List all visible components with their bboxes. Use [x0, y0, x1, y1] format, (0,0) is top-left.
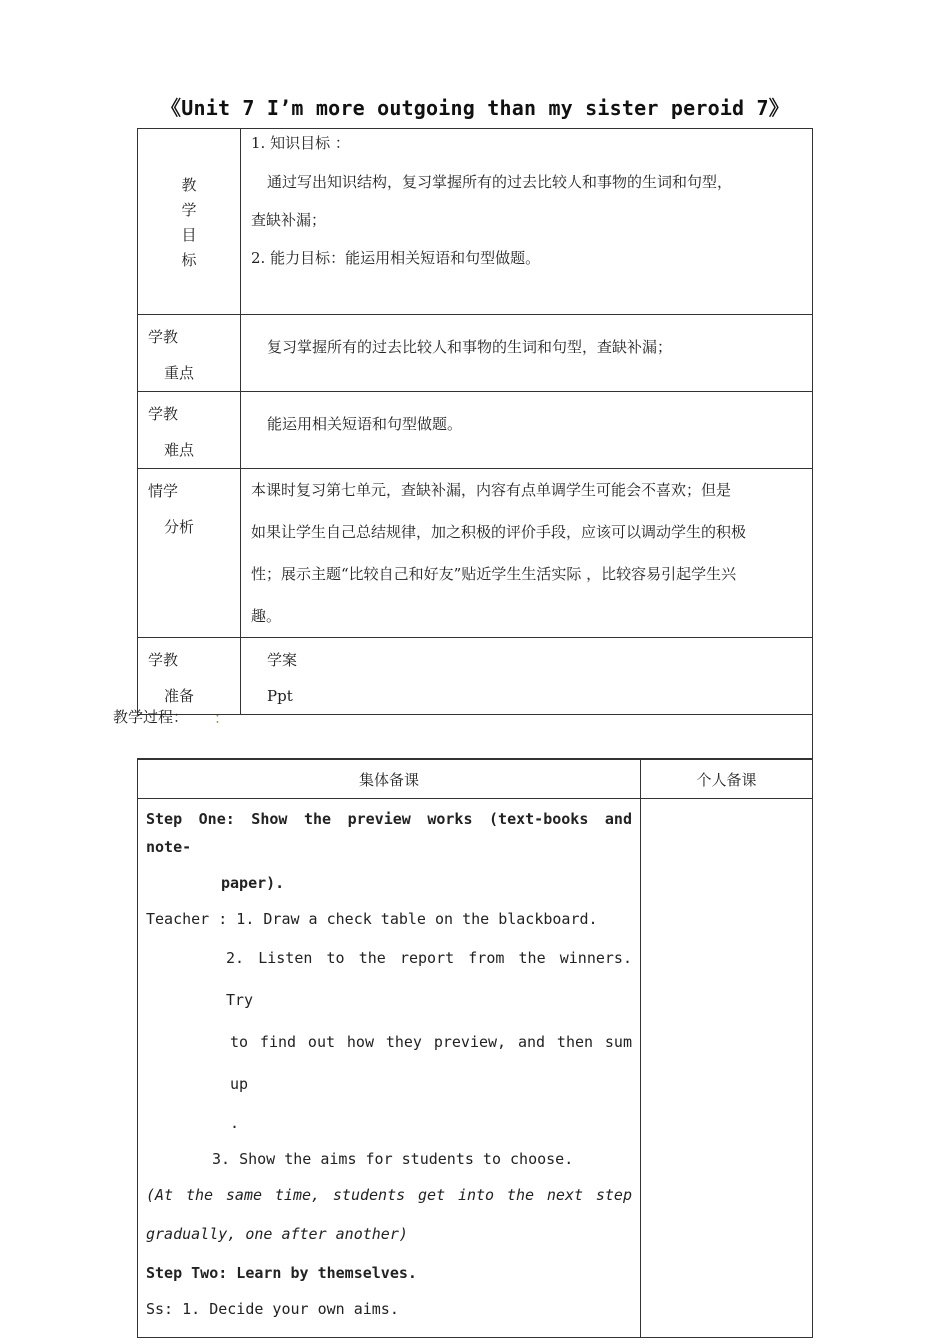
personal-content — [641, 799, 813, 1338]
note-line: (At the same time, students get into the next step — [146, 1186, 632, 1204]
step-two-heading: Step Two: Learn by themselves. — [146, 1264, 417, 1282]
analysis-label — [138, 469, 241, 638]
lesson-info-table — [137, 128, 813, 715]
document-title: 《Unit 7 I’m more outgoing than my sister peroid 7》 — [161, 96, 789, 120]
step-one-heading: Step One: Show the preview works (text-books and note- — [146, 810, 632, 856]
preparation-line: 学案 — [267, 651, 298, 669]
difficulties-label — [138, 392, 241, 469]
label-bottom: 难点 — [164, 441, 195, 459]
personal-header: 个人备课 — [641, 760, 813, 799]
objectives-line: 2. 能力目标：能运用相关短语和句型做题。 — [251, 249, 541, 267]
label-top: 学教 — [148, 651, 179, 669]
analysis-content — [241, 469, 813, 638]
difficulties-content — [241, 392, 813, 469]
label-top: 学教 — [148, 405, 179, 423]
process-gap-row — [137, 702, 813, 759]
process-label: 教学过程： — [113, 708, 189, 726]
analysis-line: 性；展示主题“比较自己和好友”贴近学生生活实际 ，比较容易引起学生兴 — [251, 565, 737, 583]
step-one-heading-cont: paper). — [221, 874, 285, 892]
label-char: 标 — [181, 251, 197, 269]
item-2-line: . — [230, 1114, 240, 1132]
objectives-label — [138, 129, 241, 315]
objectives-line: 通过写出知识结构，复习掌握所有的过去比较人和事物的生词和句型， — [267, 173, 733, 191]
label-top: 学教 — [148, 328, 179, 346]
collective-content — [138, 799, 641, 1338]
label-char: 学 — [181, 201, 197, 219]
process-marks: ： — [214, 709, 230, 727]
analysis-line: 趣。 — [251, 607, 282, 625]
analysis-line: 如果让学生自己总结规律，加之积极的评价手段，应该可以调动学生的积极 — [251, 523, 747, 541]
lesson-plan-table — [137, 759, 813, 1338]
note-line: gradually, one after another) — [146, 1225, 408, 1243]
label-bottom: 重点 — [164, 364, 195, 382]
key-points-content — [241, 315, 813, 392]
label-top: 情学 — [148, 482, 179, 500]
label-char: 目 — [181, 226, 197, 244]
objectives-content — [241, 129, 813, 315]
label-bottom: 准备 — [164, 687, 195, 705]
item-3-line: 3. Show the aims for students to choose. — [212, 1150, 574, 1168]
key-points-label — [138, 315, 241, 392]
teacher-line: Teacher : 1. Draw a check table on the blackboard. — [146, 910, 598, 928]
item-2-line: to find out how they preview, and then sum up — [230, 1033, 632, 1093]
item-2-line: 2. Listen to the report from the winners. Try — [226, 949, 632, 1009]
label-bottom: 分析 — [164, 518, 195, 536]
objectives-line: 查缺补漏； — [251, 211, 327, 229]
label-char: 教 — [181, 176, 197, 194]
collective-header: 集体备课 — [138, 760, 641, 799]
difficulties-text: 能运用相关短语和句型做题。 — [267, 415, 463, 433]
objectives-line: 1. 知识目标 ： — [251, 134, 350, 152]
analysis-line: 本课时复习第七单元，查缺补漏，内容有点单调学生可能会不喜欢；但是 — [251, 481, 732, 499]
key-points-text: 复习掌握所有的过去比较人和事物的生词和句型，查缺补漏； — [267, 338, 673, 356]
ss-line: Ss: 1. Decide your own aims. — [146, 1300, 399, 1318]
preparation-line: Ppt — [267, 687, 293, 705]
